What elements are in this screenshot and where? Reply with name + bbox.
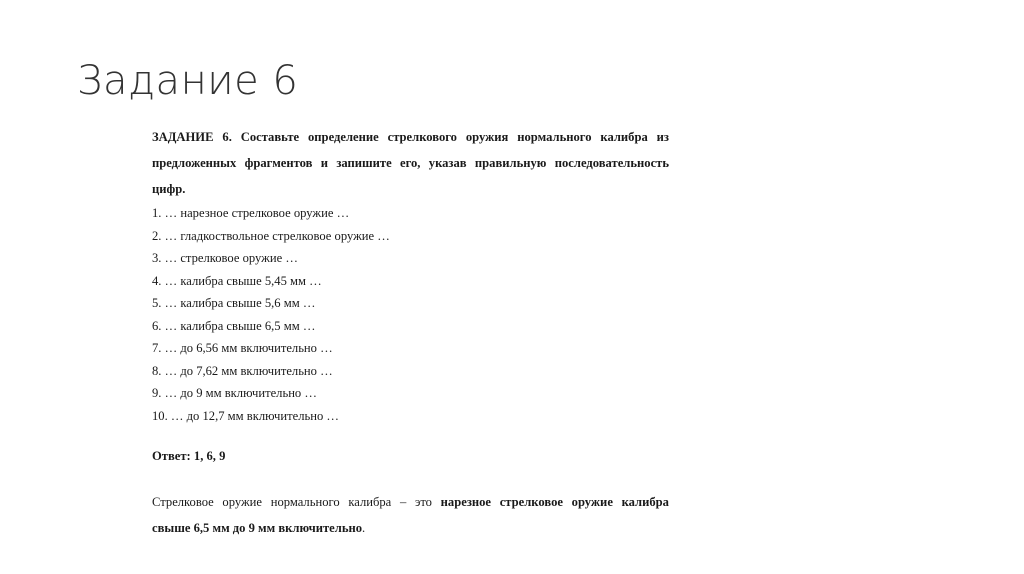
list-item: 7. … до 6,56 мм включительно … (152, 341, 333, 355)
task-line-3: цифр. (152, 182, 186, 196)
task-document (152, 124, 669, 541)
task-line-1: ЗАДАНИЕ 6. Составьте определение стрелкового оружия нормального калибра из (152, 130, 669, 144)
list-item: 1. … нарезное стрелковое оружие … (152, 206, 350, 220)
list-item: 9. … до 9 мм включительно … (152, 386, 317, 400)
list-item: 8. … до 7,62 мм включительно … (152, 363, 333, 378)
list-item: 6. … калибра свыше 6,5 мм … (152, 318, 316, 333)
definition-text (152, 489, 669, 541)
definition-bold-2: свыше 6,5 мм до 9 мм включительно (152, 521, 363, 535)
fragment-list (152, 202, 669, 427)
list-item: 3. … стрелковое оружие … (152, 251, 298, 265)
definition-plain: Стрелковое оружие нормального калибра – это (152, 495, 441, 509)
slide-title: Задание 6 (77, 58, 299, 104)
task-statement (152, 124, 669, 202)
list-item: 4. … калибра свыше 5,45 мм … (152, 273, 322, 288)
task-line-2: предложенных фрагментов и запишите его, указав правильную последовательность (152, 156, 669, 170)
answer-text: Ответ: 1, 6, 9 (152, 449, 226, 463)
definition-bold-1: нарезное стрелковое оружие калибра (440, 495, 669, 509)
definition-line-1 (152, 489, 669, 515)
list-item: 5. … калибра свыше 5,6 мм … (152, 296, 316, 310)
list-item: 2. … гладкоствольное стрелковое оружие … (152, 228, 390, 243)
definition-line-2 (152, 521, 365, 535)
definition-end: . (362, 521, 366, 535)
list-item: 10. … до 12,7 мм включительно … (152, 408, 340, 423)
